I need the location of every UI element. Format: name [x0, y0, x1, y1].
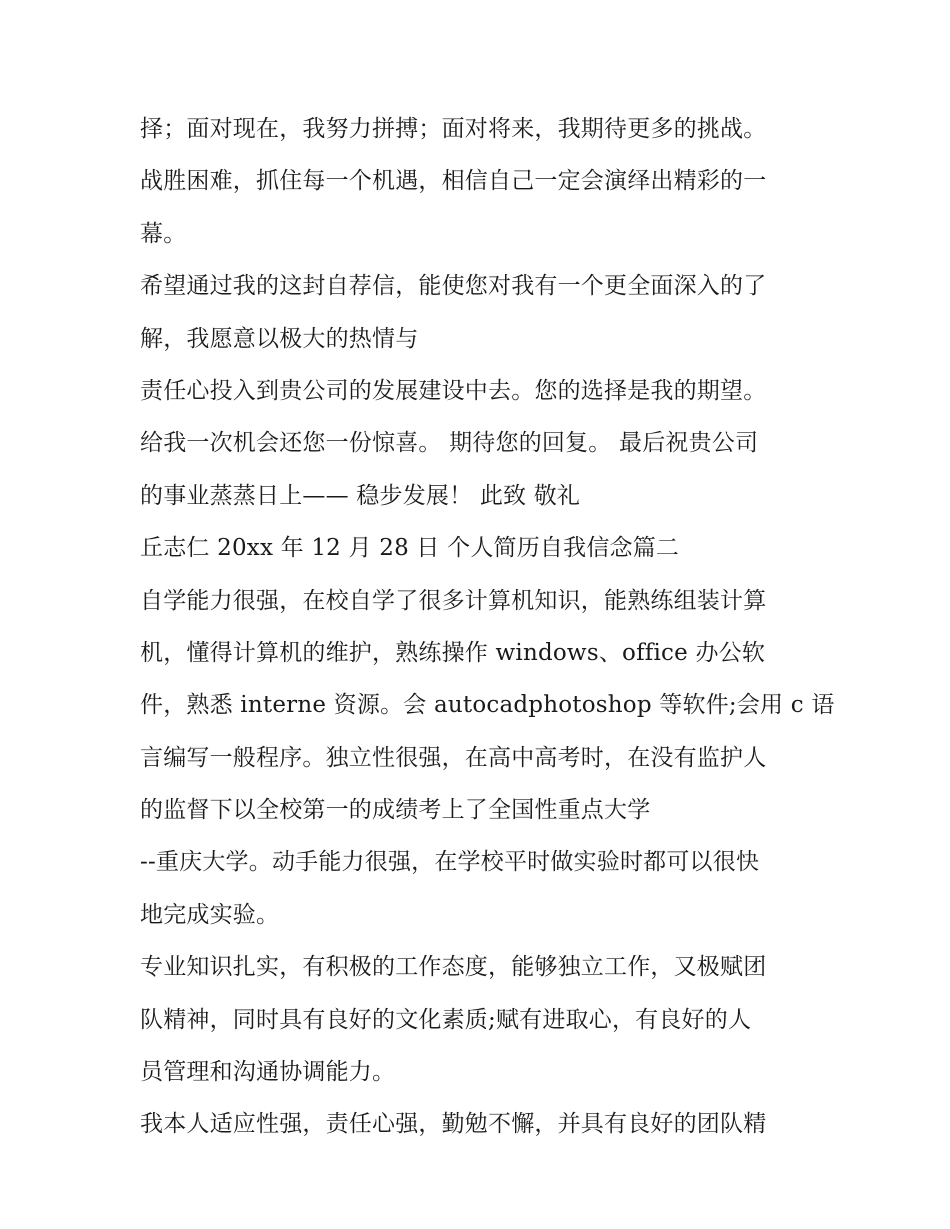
text-line-9: 丘志仁 20xx 年 12 月 28 日 个人简历自我信念篇二 — [140, 535, 680, 562]
text-line-10: 自学能力很强，在校自学了很多计算机知识，能熟练组装计算 — [140, 587, 767, 614]
text-line-18: 队精神，同时具有良好的文化素质;赋有进取心，有良好的人 — [140, 1006, 752, 1033]
text-line-4: 希望通过我的这封自荐信，能使您对我有一个更全面深入的了 — [140, 273, 767, 300]
text-line-12: 件，熟悉 interne 资源。会 autocadphotoshop 等软件;会用 c 语 — [140, 692, 835, 719]
text-line-2: 战胜困难，抓住每一个机遇，相信自己一定会演绎出精彩的一 — [140, 168, 767, 195]
text-line-11: 机，懂得计算机的维护，熟练操作 windows、office 办公软 — [140, 639, 766, 666]
text-line-6: 责任心投入到贵公司的发展建设中去。您的选择是我的期望。 — [140, 377, 767, 404]
text-line-1: 择；面对现在，我努力拼搏；面对将来，我期待更多的挑战。 — [140, 116, 767, 142]
text-line-15: --重庆大学。动手能力很强，在学校平时做实验时都可以很快 — [140, 849, 760, 876]
document-body — [140, 108, 835, 1156]
text-line-7: 给我一次机会还您一份惊喜。 期待您的回复。 最后祝贵公司 — [140, 430, 759, 457]
text-line-13: 言编写一般程序。独立性很强，在高中高考时，在没有监护人 — [140, 744, 767, 771]
text-line-8: 的事业蒸蒸日上—— 稳步发展！ 此致 敬礼 — [140, 482, 581, 509]
text-line-3: 幕。 — [140, 220, 187, 247]
text-line-17: 专业知识扎实，有积极的工作态度，能够独立工作，又极赋团 — [140, 954, 767, 981]
text-line-19: 员管理和沟通协调能力。 — [140, 1059, 396, 1086]
text-line-20: 我本人适应性强，责任心强，勤勉不懈，并具有良好的团队精 — [140, 1111, 767, 1138]
text-line-14: 的监督下以全校第一的成绩考上了全国性重点大学 — [140, 797, 651, 824]
text-line-16: 地完成实验。 — [140, 901, 280, 928]
text-line-5: 解，我愿意以极大的热情与 — [140, 325, 419, 352]
